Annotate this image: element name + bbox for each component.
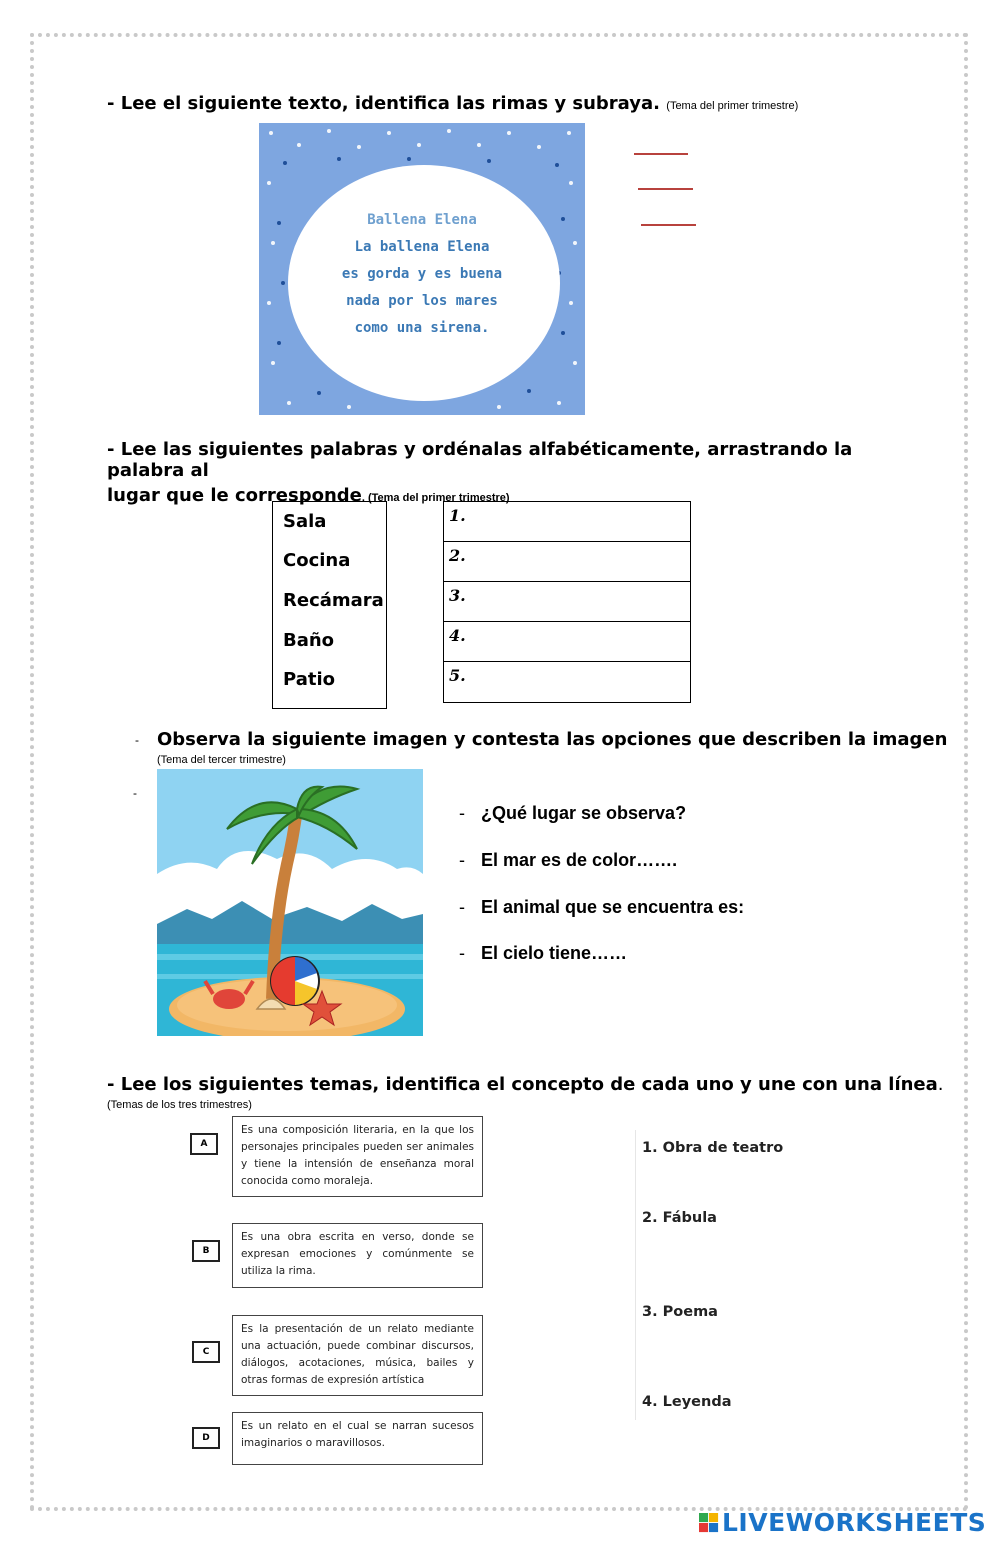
poem-line: La ballena Elena	[354, 239, 490, 255]
definition-box[interactable]: Es una obra escrita en verso, donde se expresan emociones y comúnmente se utiliza la rima.	[232, 1223, 483, 1288]
poem-text	[259, 207, 585, 342]
beach-image	[157, 769, 423, 1036]
drop-slot[interactable]: 5.	[449, 666, 466, 685]
drop-slot[interactable]: 4.	[444, 622, 690, 662]
concept-option[interactable]: 2. Fábula	[642, 1210, 717, 1226]
draggable-word[interactable]: Cocina	[283, 550, 351, 571]
question-item: - ¿Qué lugar se observa?	[459, 803, 687, 823]
concept-option[interactable]: 3. Poema	[642, 1304, 718, 1320]
poem-line: nada por los mares	[346, 293, 498, 309]
word-bank	[272, 501, 387, 709]
concept-option[interactable]: 1. Obra de teatro	[642, 1140, 784, 1156]
draggable-word[interactable]: Sala	[283, 511, 327, 532]
divider	[635, 1130, 636, 1420]
logo-mark-icon	[699, 1513, 719, 1533]
poem-title: Ballena Elena	[367, 212, 477, 228]
section4-instruction: - Lee los siguientes temas, identifica el concepto de cada uno y une con una línea.	[107, 1074, 944, 1095]
draggable-word[interactable]: Patio	[283, 669, 335, 690]
section3-instruction: Observa la siguiente imagen y contesta las opciones que describen la imagen	[157, 729, 948, 750]
liveworksheets-logo: LIVEWORKSHEETS	[699, 1508, 986, 1537]
poem-line: es gorda y es buena	[341, 266, 503, 282]
rhyme-answer-line[interactable]	[638, 188, 693, 190]
order-slots	[443, 501, 691, 703]
drop-slot[interactable]: 2.	[444, 542, 690, 582]
section4-note: (Temas de los tres trimestres)	[107, 1099, 252, 1111]
definition-box[interactable]: Es un relato en el cual se narran sucesos imaginarios o maravillosos.	[232, 1412, 483, 1465]
letter-label: C	[192, 1341, 220, 1363]
draggable-word[interactable]: Recámara	[283, 590, 384, 611]
bullet-dash: -	[135, 733, 139, 747]
section1-note: (Tema del primer trimestre)	[666, 100, 799, 112]
question-item: - El mar es de color…….	[459, 850, 678, 870]
rhyme-answer-line[interactable]	[634, 153, 688, 155]
definition-box[interactable]: Es una composición literaria, en la que los personajes principales pueden ser animales y tiene la intensión de enseñanza moral conocida como moraleja.	[232, 1116, 483, 1197]
rhyme-answer-line[interactable]	[641, 224, 696, 226]
draggable-word[interactable]: Baño	[283, 630, 335, 651]
section2-note: . (Tema del primer trimestre)	[361, 492, 510, 504]
poem-card	[259, 123, 585, 415]
letter-label: A	[190, 1133, 218, 1155]
letter-label: D	[192, 1427, 220, 1449]
drop-slot[interactable]: 3.	[444, 582, 690, 622]
section1-instruction: - Lee el siguiente texto, identifica las rimas y subraya. (Tema del primer trimestre)	[107, 93, 799, 114]
bullet-dash: -	[133, 786, 137, 800]
concept-option[interactable]: 4. Leyenda	[642, 1394, 732, 1410]
poem-line: como una sirena.	[354, 320, 490, 336]
question-item: - El cielo tiene……	[459, 943, 628, 963]
letter-label: B	[192, 1240, 220, 1262]
definition-box[interactable]: Es la presentación de un relato mediante una actuación, puede combinar discursos, diálogos, acotaciones, música, bailes y otras formas de expresión artística	[232, 1315, 483, 1396]
section3-note: (Tema del tercer trimestre)	[157, 754, 286, 766]
section2-instruction: - Lee las siguientes palabras y ordénalas alfabéticamente, arrastrando la palabra al lugar que le corresponde. (Tema del primer trimestre)	[107, 439, 853, 506]
drop-slot[interactable]: 1.	[444, 502, 690, 542]
beach-illustration	[157, 769, 423, 1036]
question-item: - El animal que se encuentra es:	[459, 897, 745, 917]
